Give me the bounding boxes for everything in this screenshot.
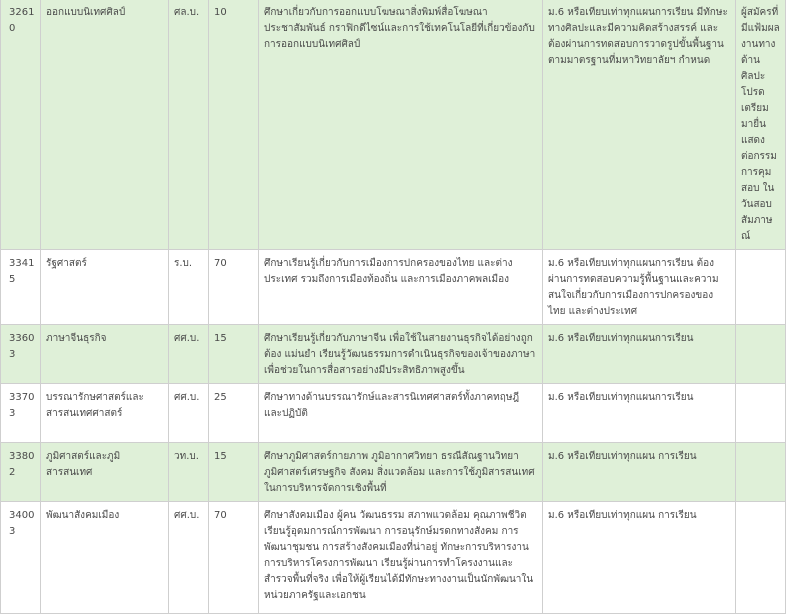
table-row bbox=[1, 502, 786, 614]
credits: 10 bbox=[209, 0, 259, 250]
program-description: ศึกษาทางด้านบรรณารักษ์และสารนิเทศศาสตร์ทั้งภาคทฤษฎีและปฏิบัติ bbox=[259, 384, 543, 443]
program-name: พัฒนาสังคมเมือง bbox=[41, 502, 169, 614]
program-code: 32610 bbox=[1, 0, 41, 250]
program-code: 33603 bbox=[1, 325, 41, 384]
credits: 25 bbox=[209, 384, 259, 443]
program-name: ภาษาจีนธุรกิจ bbox=[41, 325, 169, 384]
program-description: ศึกษาสังคมเมือง ผู้คน วัฒนธรรม สภาพแวดล้อม คุณภาพชีวิต เรียนรู้อุดมการณ์การพัฒนา การอนุรักษ์มรดกทางสังคม การพัฒนาชุมชน การสร้างสังคมเมืองที่น่าอยู่ ทักษะการบริหารงาน การบริหารโครงการพัฒนา เรียนรู้ผ่านการทำโครงงานและสำรวจพื้นที่จริง เพื่อให้ผู้เรียนได้มีทักษะทางงานเป็นนักพัฒนาในหน่วยภาครัฐและเอกชน bbox=[259, 502, 543, 614]
credits: 15 bbox=[209, 443, 259, 502]
table-row bbox=[1, 250, 786, 325]
program-code: 33703 bbox=[1, 384, 41, 443]
program-description: ศึกษาเรียนรู้เกี่ยวกับการเมืองการปกครองของไทย และต่างประเทศ รวมถึงการเมืองท้องถิ่น และการเมืองภาคพลเมือง bbox=[259, 250, 543, 325]
program-description: ศึกษาภูมิศาสตร์กายภาพ ภูมิอากาศวิทยา ธรณีสัณฐานวิทยา ภูมิศาสตร์เศรษฐกิจ สังคม สิ่งแวดล้อม และการใช้ภูมิสารสนเทศในการบริหารจัดการเชิงพื้นที่ bbox=[259, 443, 543, 502]
program-name: บรรณารักษศาสตร์และสารสนเทศศาสตร์ bbox=[41, 384, 169, 443]
degree-abbrev: ศศ.บ. bbox=[169, 502, 209, 614]
degree-abbrev: ศศ.บ. bbox=[169, 325, 209, 384]
qualification: ม.6 หรือเทียบเท่าทุกแผนการเรียน ต้องผ่านการทดสอบความรู้พื้นฐานและความสนใจเกี่ยวกับการเมืองการปกครองของไทย และต่างประเทศ bbox=[543, 250, 736, 325]
program-code: 33802 bbox=[1, 443, 41, 502]
qualification: ม.6 หรือเทียบเท่าทุกแผน การเรียน bbox=[543, 502, 736, 614]
credits: 15 bbox=[209, 325, 259, 384]
qualification: ม.6 หรือเทียบเท่าทุกแผนการเรียน มีทักษะทางศิลปะและมีความคิดสร้างสรรค์ และต้องผ่านการทดสอบการวาดรูปขั้นพื้นฐานตามมาตรฐานที่มหาวิทยาลัยฯ กำหนด bbox=[543, 0, 736, 250]
qualification: ม.6 หรือเทียบเท่าทุกแผนการเรียน bbox=[543, 325, 736, 384]
program-code: 34003 bbox=[1, 502, 41, 614]
degree-abbrev: วท.บ. bbox=[169, 443, 209, 502]
program-name: รัฐศาสตร์ bbox=[41, 250, 169, 325]
note bbox=[736, 250, 786, 325]
table-row bbox=[1, 384, 786, 443]
table-row bbox=[1, 0, 786, 250]
note: ผู้สมัครที่มีแฟ้มผลงานทางด้านศิลปะ โปรดเตรียมมายื่นแสดงต่อกรรมการคุมสอบ ในวันสอบสัมภาษณ์ bbox=[736, 0, 786, 250]
note bbox=[736, 325, 786, 384]
degree-abbrev: ศล.บ. bbox=[169, 0, 209, 250]
credits: 70 bbox=[209, 250, 259, 325]
degree-abbrev: ร.บ. bbox=[169, 250, 209, 325]
table-row bbox=[1, 325, 786, 384]
degree-abbrev: ศศ.บ. bbox=[169, 384, 209, 443]
program-name: ออกแบบนิเทศศิลป์ bbox=[41, 0, 169, 250]
program-description: ศึกษาเกี่ยวกับการออกแบบโฆษณาสิ่งพิมพ์สื่อโฆษณา ประชาสัมพันธ์ กราฟิกดีไซน์และการใช้เทคโนโลยีที่เกี่ยวข้องกับการออกแบบนิเทศศิลป์ bbox=[259, 0, 543, 250]
program-description: ศึกษาเรียนรู้เกี่ยวกับภาษาจีน เพื่อใช้ในสายงานธุรกิจได้อย่างถูกต้อง แม่นยำ เรียนรู้วัฒนธรรมการดำเนินธุรกิจของเจ้าของภาษาเพื่อช่วยในการสื่อสารอย่างมีประสิทธิภาพสูงขึ้น bbox=[259, 325, 543, 384]
credits: 70 bbox=[209, 502, 259, 614]
note bbox=[736, 384, 786, 443]
qualification: ม.6 หรือเทียบเท่าทุกแผน การเรียน bbox=[543, 443, 736, 502]
qualification: ม.6 หรือเทียบเท่าทุกแผนการเรียน bbox=[543, 384, 736, 443]
program-code: 33415 bbox=[1, 250, 41, 325]
note bbox=[736, 502, 786, 614]
program-name: ภูมิศาสตร์และภูมิสารสนเทศ bbox=[41, 443, 169, 502]
